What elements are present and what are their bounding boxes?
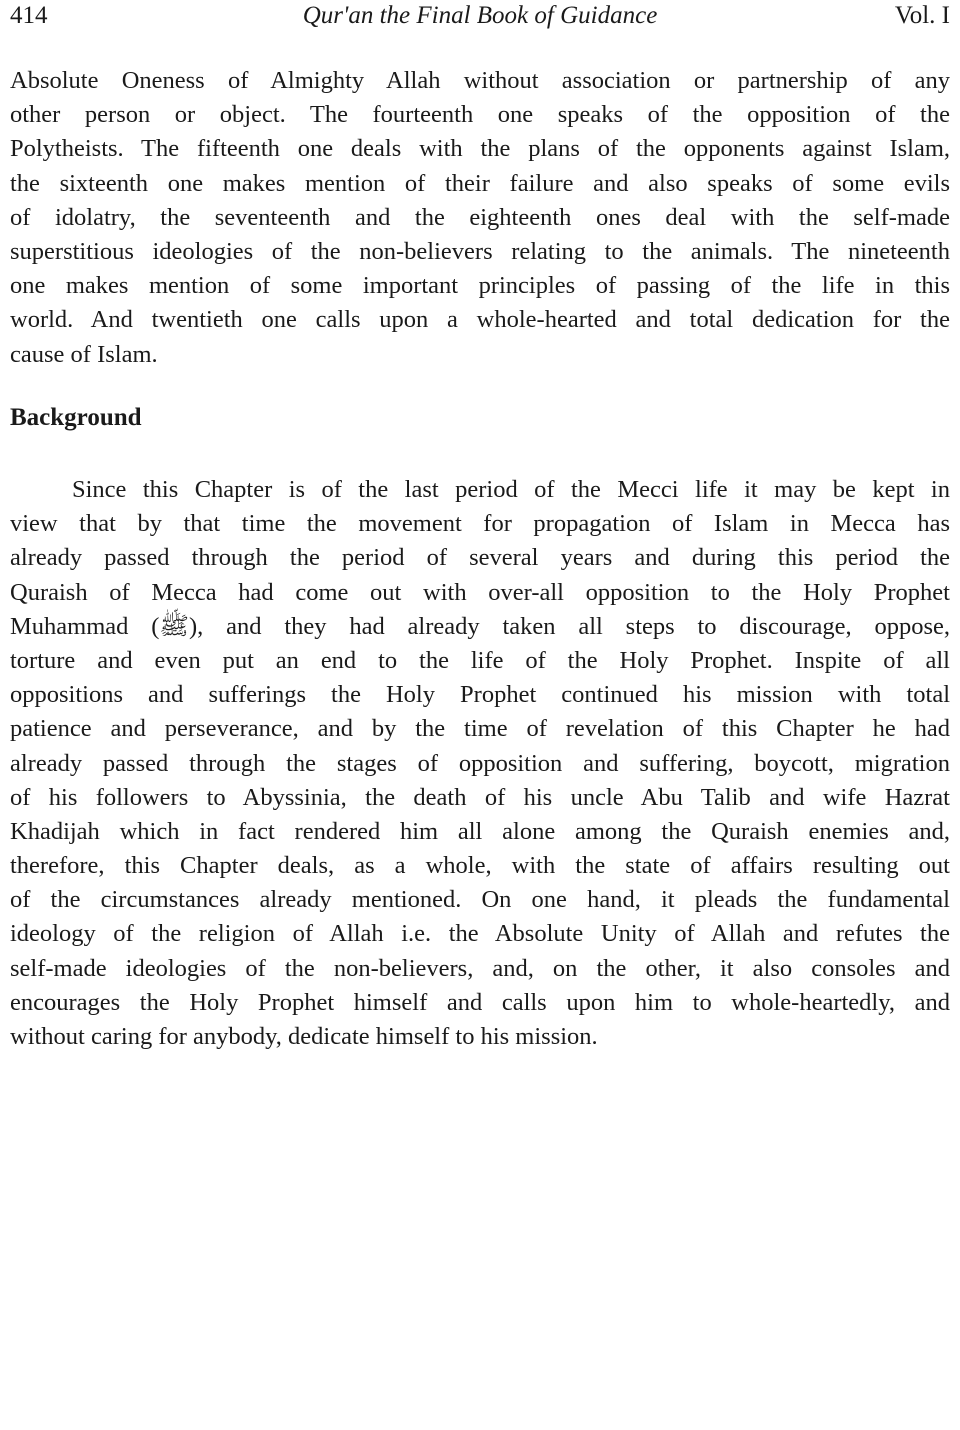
book-title: Qur'an the Final Book of Guidance: [302, 2, 658, 29]
text-line: patience and perseverance, and by the time of revelation of this Chapter he had: [10, 715, 950, 743]
text-line: of idolatry, the seventeenth and the eighteenth ones deal with the self-made: [10, 203, 950, 231]
text-line: Polytheists. The fifteenth one deals with the plans of the opponents against Islam,: [10, 135, 950, 163]
text-line: Absolute Oneness of Almighty Allah without association or partnership of any: [10, 67, 950, 94]
text-line: Quraish of Mecca had come out with over-all opposition to the Holy Prophet: [10, 578, 950, 606]
text-line: already passed through the stages of opposition and suffering, boycott, migration: [10, 749, 950, 777]
text-line: cause of Islam.: [10, 340, 158, 368]
text-line: the sixteenth one makes mention of their failure and also speaks of some evils: [10, 169, 950, 197]
text-line: without caring for anybody, dedicate himself to his mission.: [10, 1023, 598, 1050]
text-line: encourages the Holy Prophet himself and calls upon him to whole-heartedly, and: [10, 988, 950, 1016]
text-line: superstitious ideologies of the non-believers relating to the animals. The nineteenth: [10, 237, 950, 265]
text-line: already passed through the period of several years and during this period the: [10, 544, 950, 572]
text-line: of his followers to Abyssinia, the death of his uncle Abu Talib and wife Hazrat: [10, 783, 950, 811]
paragraph-background: [10, 473, 950, 1054]
paragraph-intro: [10, 64, 950, 372]
text-line: other person or object. The fourteenth one speaks of the opposition of the: [10, 101, 950, 129]
text-line: Since this Chapter is of the last period of the Mecci life it may be kept in: [72, 476, 950, 503]
section-heading: Background: [10, 404, 142, 431]
text-line: oppositions and sufferings the Holy Prophet continued his mission with total: [10, 681, 950, 709]
text-line: torture and even put an end to the life of the Holy Prophet. Inspite of all: [10, 646, 950, 674]
text-line: view that by that time the movement for propagation of Islam in Mecca has: [10, 510, 950, 538]
text-line: of the circumstances already mentioned. On one hand, it pleads the fundamental: [10, 886, 950, 914]
text-line: one makes mention of some important principles of passing of the life in this: [10, 272, 950, 300]
text-line: Khadijah which in fact rendered him all alone among the Quraish enemies and,: [10, 817, 950, 845]
text-line: Muhammad (ﷺ), and they had already taken all steps to discourage, oppose,: [10, 612, 950, 640]
text-line: therefore, this Chapter deals, as a whole, with the state of affairs resulting out: [10, 852, 950, 880]
text-line: ideology of the religion of Allah i.e. the Absolute Unity of Allah and refutes the: [10, 920, 950, 948]
text-line: self-made ideologies of the non-believers, and, on the other, it also consoles and: [10, 954, 950, 982]
page-number: 414: [10, 2, 48, 29]
text-line: world. And twentieth one calls upon a whole-hearted and total dedication for the: [10, 306, 950, 334]
running-header: [10, 2, 950, 36]
volume-label: Vol. I: [894, 2, 950, 29]
